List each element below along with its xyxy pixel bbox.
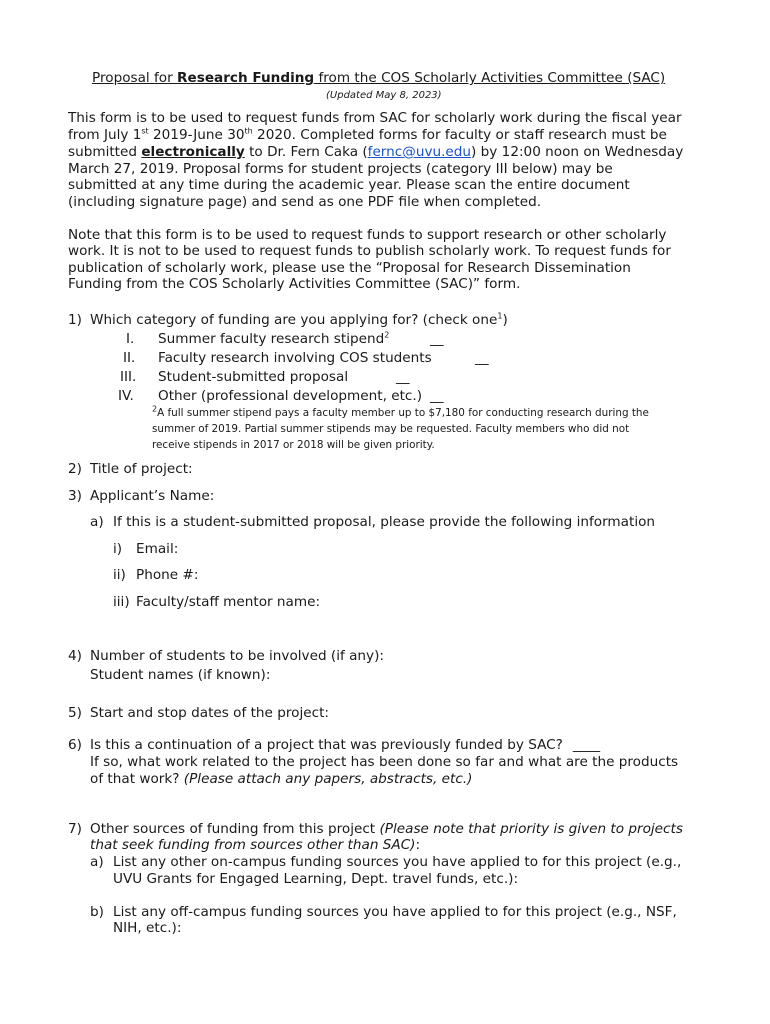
footnote-line: receive stipends in 2017 or 2018 will be given priority. [152, 439, 435, 451]
sub-question-text: UVU Grants for Engaged Learning, Dept. travel funds, etc.): [113, 871, 519, 887]
note-line: Funding from the COS Scholarly Activities Committee (SAC)” form. [68, 276, 521, 292]
intro-line: This form is to be used to request funds from SAC for scholarly work during the fiscal year [68, 110, 682, 126]
question-number: 6) [68, 737, 82, 753]
sub-question-text: List any off-campus funding sources you have applied to for this project (e.g., NSF, [113, 904, 677, 920]
option-text [158, 331, 389, 348]
title-text-end: from the COS Scholarly Activities Committee (SAC) [314, 70, 666, 86]
item-text: Email: [136, 541, 179, 557]
option-roman: II. [123, 350, 136, 366]
footnote-line [152, 405, 649, 421]
sub-question-text: If this is a student-submitted proposal, please provide the following information [113, 514, 656, 530]
email-link[interactable]: fernc@uvu.edu [367, 144, 472, 160]
question-label: Which category of funding are you applying for? (check one [90, 312, 498, 328]
question-text [90, 837, 420, 854]
question-label: ) [502, 312, 508, 328]
question-text: Start and stop dates of the project: [90, 705, 329, 721]
intro-text: from July 1 [68, 127, 142, 143]
option-roman: IV. [118, 388, 134, 404]
intro-text: 2020. Completed forms for faculty or staff research must be [252, 127, 667, 143]
note-line: Note that this form is to be used to request funds to support research or other scholarly [68, 227, 667, 243]
note-line: work. It is not to be used to request funds to publish scholarly work. To request funds for [68, 243, 671, 259]
intro-text: submitted [68, 144, 142, 160]
sub-question-text: List any other on-campus funding sources you have applied to for this project (e.g., [113, 854, 682, 870]
question-text: Title of project: [90, 461, 193, 477]
option-blank[interactable]: __ [430, 331, 444, 347]
intro-line: submitted at any time during the academic year. Please scan the entire document [68, 177, 630, 193]
option-text: Student-submitted proposal [158, 369, 349, 385]
intro-text: to Dr. Fern Caka ( [244, 144, 368, 160]
question-number: 2) [68, 461, 82, 477]
superscript: th [244, 126, 253, 136]
intro-line [68, 127, 667, 144]
italic-note: that seek funding from sources other than SAC) [90, 837, 416, 853]
intro-line: (including signature page) and send as one PDF file when completed. [68, 194, 542, 210]
item-text: Phone #: [136, 567, 199, 583]
form-title [92, 70, 665, 87]
sub-question-label: a) [90, 854, 104, 870]
note-line: publication of scholarly work, please use the “Proposal for Research Dissemination [68, 260, 631, 276]
intro-line [68, 144, 683, 161]
title-text: Proposal for [92, 70, 178, 86]
footnote-line: summer of 2019. Partial summer stipends may be requested. Faculty members who did not [152, 423, 630, 435]
sub-question-label: b) [90, 904, 104, 920]
superscript: st [141, 126, 149, 136]
superscript: 1 [497, 311, 503, 321]
question-number: 1) [68, 312, 82, 328]
answer-blank[interactable]: ____ [572, 737, 601, 753]
emphasis-text: electronically [141, 144, 245, 160]
option-blank[interactable]: __ [430, 388, 444, 404]
option-blank[interactable]: __ [475, 350, 489, 366]
intro-text: ) by 12:00 noon on Wednesday [471, 144, 684, 160]
title-bold-text: Research Funding [177, 70, 315, 86]
question-label: Is this a continuation of a project that was previously funded by SAC? [90, 737, 563, 753]
italic-note: (Please attach any papers, abstracts, etc.) [183, 771, 473, 787]
question-text: If so, what work related to the project has been done so far and what are the products [90, 754, 679, 770]
question-text: Number of students to be involved (if any): [90, 648, 384, 664]
question-number: 4) [68, 648, 82, 664]
question-number: 7) [68, 821, 82, 837]
footnote-text: A full summer stipend pays a faculty member up to $7,180 for conducting research during the [157, 407, 649, 419]
option-roman: III. [120, 369, 137, 385]
option-text: Other (professional development, etc.) [158, 388, 423, 404]
updated-date: (Updated May 8, 2023) [326, 90, 442, 101]
option-roman: I. [126, 331, 135, 347]
item-label: ii) [113, 567, 126, 583]
option-blank[interactable]: __ [396, 369, 410, 385]
question-subtext: Student names (if known): [90, 667, 271, 683]
superscript: 2 [152, 404, 158, 414]
item-label: i) [113, 541, 123, 557]
question-text [90, 312, 508, 329]
question-label: of that work? [90, 771, 180, 787]
option-text: Faculty research involving COS students [158, 350, 432, 366]
question-number: 5) [68, 705, 82, 721]
italic-note: (Please note that priority is given to projects [379, 821, 683, 837]
question-text [90, 821, 683, 838]
question-label: Other sources of funding from this project [90, 821, 380, 837]
question-number: 3) [68, 488, 82, 504]
question-text [90, 771, 472, 788]
item-label: iii) [113, 594, 130, 610]
question-label: : [415, 837, 421, 853]
intro-line: March 27, 2019. Proposal forms for student projects (category III below) may be [68, 161, 613, 177]
question-text [90, 737, 600, 754]
sub-question-text: NIH, etc.): [113, 920, 182, 936]
option-label: Summer faculty research stipend [158, 331, 385, 347]
sub-question-label: a) [90, 514, 104, 530]
item-text: Faculty/staff mentor name: [136, 594, 321, 610]
superscript: 2 [384, 330, 390, 340]
question-text: Applicant’s Name: [90, 488, 215, 504]
intro-text: 2019-June 30 [148, 127, 245, 143]
